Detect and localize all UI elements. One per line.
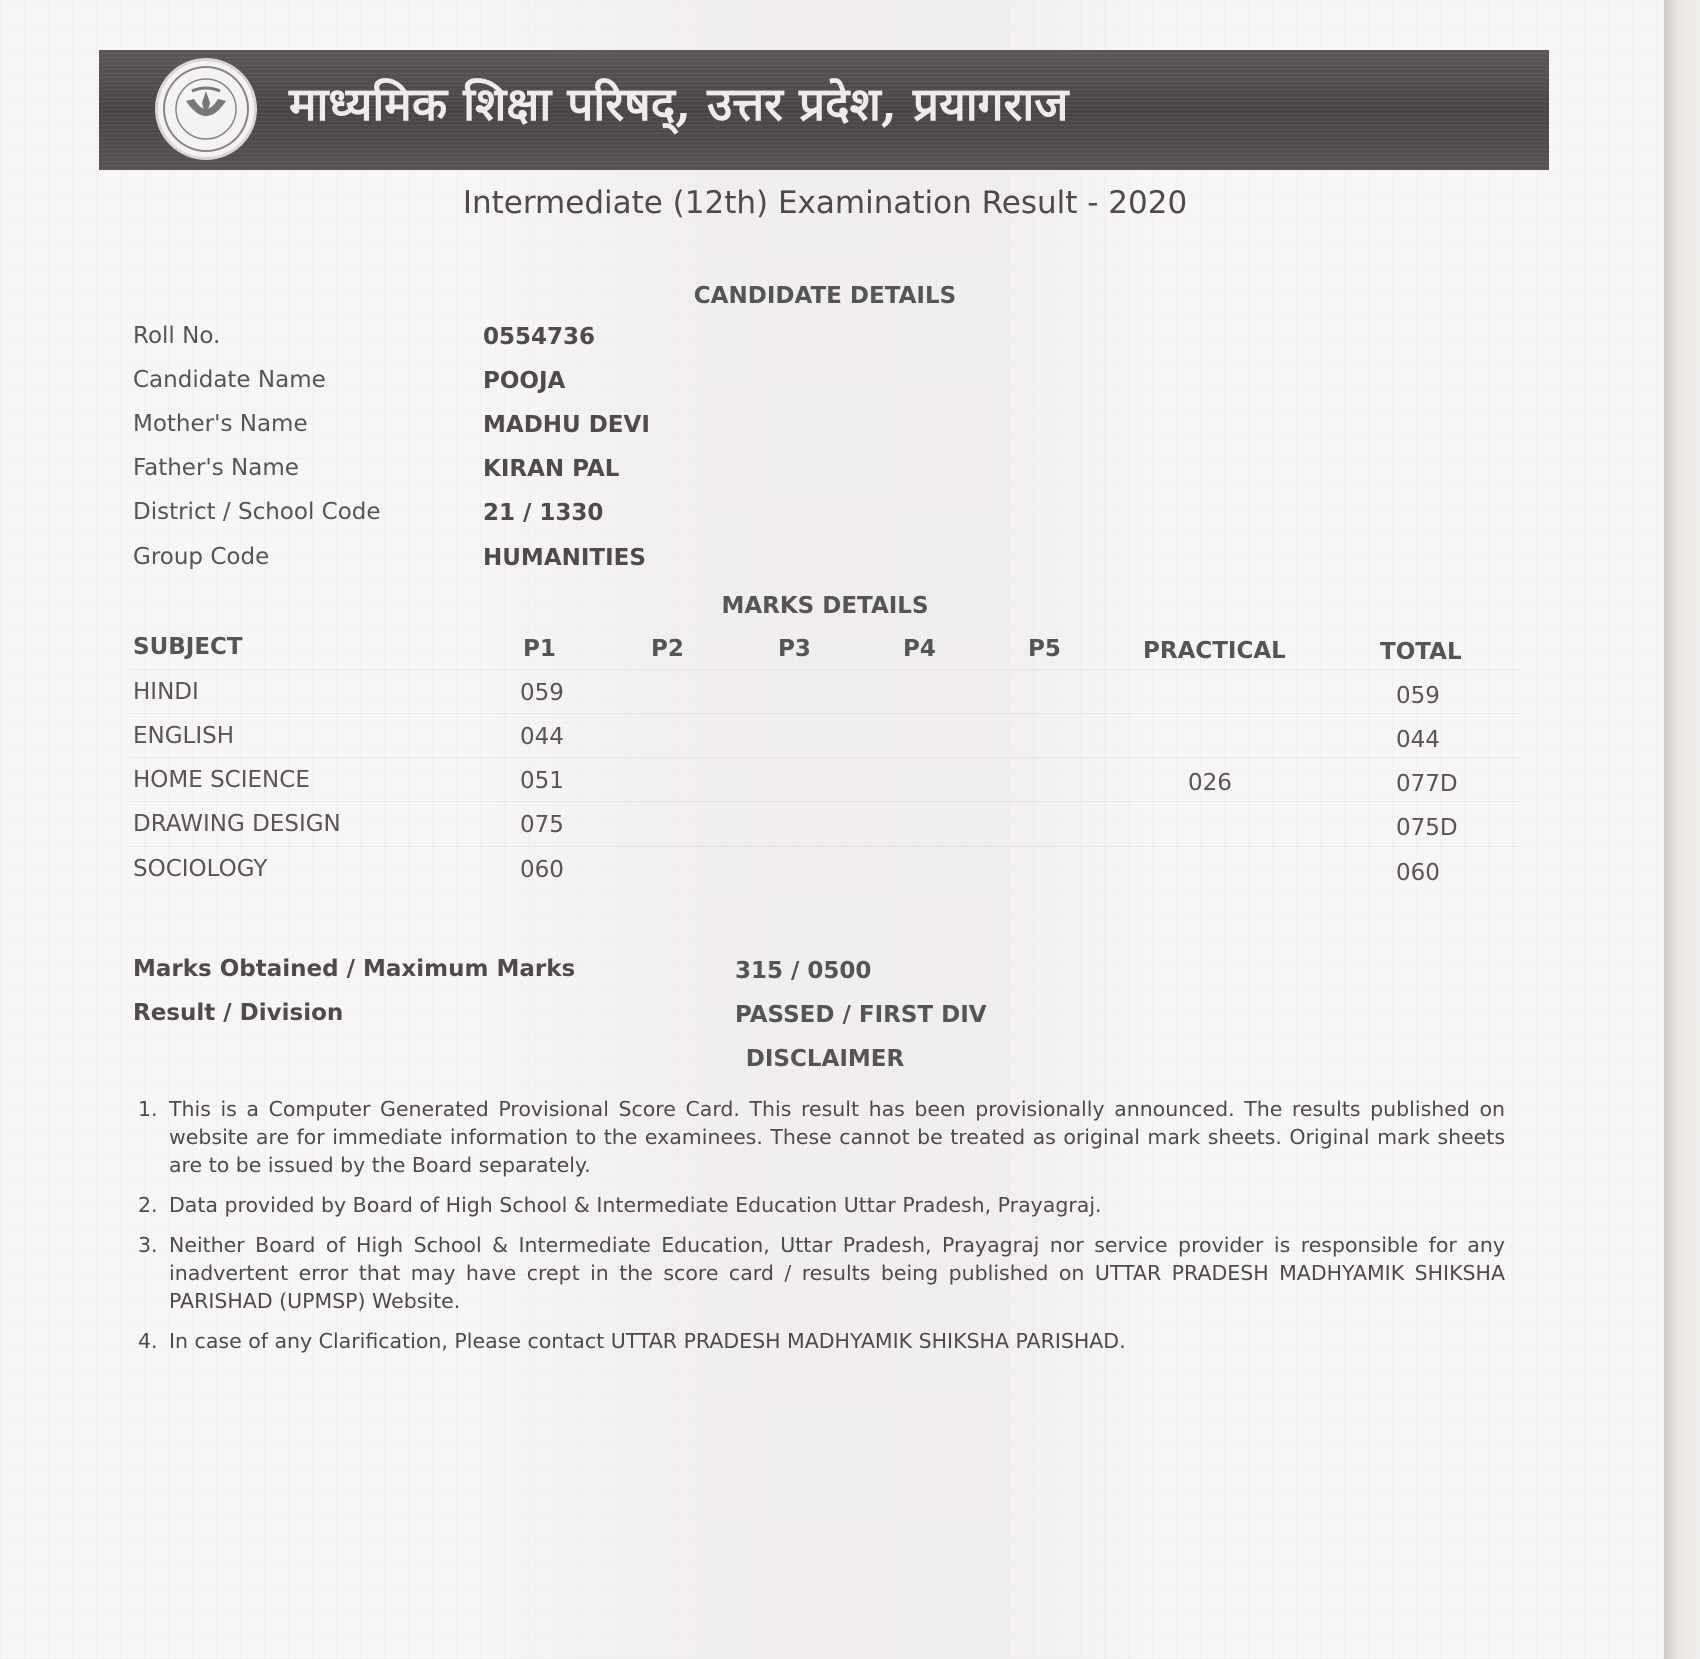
cell-subject: SOCIOLOGY — [133, 856, 268, 882]
cell-subject: HOME SCIENCE — [133, 767, 310, 793]
disclaimer-text: In case of any Clarification, Please contact UTTAR PRADESH MADHYAMIK SHIKSHA PARISHAD. — [169, 1329, 1126, 1353]
board-title: माध्यमिक शिक्षा परिषद्, उत्तर प्रदेश, प्रयागराज — [289, 77, 1069, 131]
field-label: Candidate Name — [133, 367, 326, 393]
field-label: District / School Code — [133, 499, 381, 525]
cell-total: 075D — [1396, 815, 1458, 841]
result-division-value: PASSED / FIRST DIV — [735, 1002, 987, 1028]
header-total: TOTAL — [1380, 639, 1462, 665]
cell-p1: 059 — [520, 680, 564, 706]
cell-subject: DRAWING DESIGN — [133, 811, 341, 837]
marks-obtained-value: 315 / 0500 — [735, 958, 872, 984]
disclaimer-number: 4. — [138, 1329, 158, 1353]
cell-p1: 060 — [520, 857, 564, 883]
up-board-emblem-icon — [155, 58, 257, 160]
disclaimer-item — [138, 1095, 1505, 1179]
disclaimer-text: Neither Board of High School & Intermediate Education, Uttar Pradesh, Prayagraj nor service provider is responsible for any inadvertent error that may have crept in the score card / results being published on UTTAR PRADESH MADHYAMIK SHIKSHA PARISHAD (UPMSP) Website. — [169, 1233, 1505, 1313]
field-value: 21 / 1330 — [483, 500, 604, 526]
paper-edge — [1664, 0, 1700, 1659]
field-label: Group Code — [133, 544, 270, 570]
field-value: KIRAN PAL — [483, 456, 620, 482]
header-band — [99, 50, 1549, 170]
cell-subject: ENGLISH — [133, 723, 235, 749]
field-value: 0554736 — [483, 324, 596, 350]
header-p2: P2 — [651, 636, 684, 662]
cell-total: 060 — [1396, 860, 1440, 886]
disclaimer-item — [138, 1191, 1505, 1219]
header-p4: P4 — [903, 636, 936, 662]
field-value: HUMANITIES — [483, 545, 646, 571]
field-label: Roll No. — [133, 323, 221, 349]
cell-total: 059 — [1396, 683, 1440, 709]
cell-total: 077D — [1396, 771, 1458, 797]
field-value: MADHU DEVI — [483, 412, 650, 438]
field-label: Father's Name — [133, 455, 299, 481]
candidate-details-title: CANDIDATE DETAILS — [693, 283, 957, 309]
disclaimer-title: DISCLAIMER — [745, 1046, 905, 1072]
marks-obtained-label: Marks Obtained / Maximum Marks — [133, 956, 576, 982]
disclaimer-item — [138, 1327, 1505, 1355]
disclaimer-item — [138, 1231, 1505, 1315]
header-practical: PRACTICAL — [1143, 638, 1286, 664]
disclaimer-list — [138, 1095, 1505, 1367]
exam-title: Intermediate (12th) Examination Result - 2020 — [462, 185, 1188, 221]
row-divider — [130, 669, 1520, 670]
cell-total: 044 — [1396, 727, 1440, 753]
field-value: POOJA — [483, 368, 566, 394]
disclaimer-number: 3. — [138, 1233, 158, 1257]
cell-subject: HINDI — [133, 679, 199, 705]
header-p3: P3 — [778, 636, 811, 662]
cell-p1: 044 — [520, 724, 564, 750]
disclaimer-text: Data provided by Board of High School & Intermediate Education Uttar Pradesh, Prayagraj. — [169, 1193, 1102, 1217]
disclaimer-number: 1. — [138, 1097, 158, 1121]
disclaimer-number: 2. — [138, 1193, 158, 1217]
row-divider — [130, 757, 1520, 758]
cell-practical: 026 — [1188, 770, 1232, 796]
header-p1: P1 — [523, 636, 556, 662]
cell-p1: 051 — [520, 768, 564, 794]
result-division-label: Result / Division — [133, 1000, 344, 1026]
cell-p1: 075 — [520, 812, 564, 838]
row-divider — [130, 801, 1520, 802]
field-label: Mother's Name — [133, 411, 308, 437]
header-subject: SUBJECT — [133, 634, 243, 660]
marks-details-title: MARKS DETAILS — [721, 593, 929, 619]
disclaimer-text: This is a Computer Generated Provisional Score Card. This result has been provisionally announced. The results published on website are for immediate information to the examinees. These cannot be treated as original mark sheets. Original mark sheets are to be issued by the Board separately. — [169, 1097, 1505, 1177]
row-divider — [130, 713, 1520, 714]
header-p5: P5 — [1028, 636, 1061, 662]
row-divider — [130, 846, 1520, 847]
